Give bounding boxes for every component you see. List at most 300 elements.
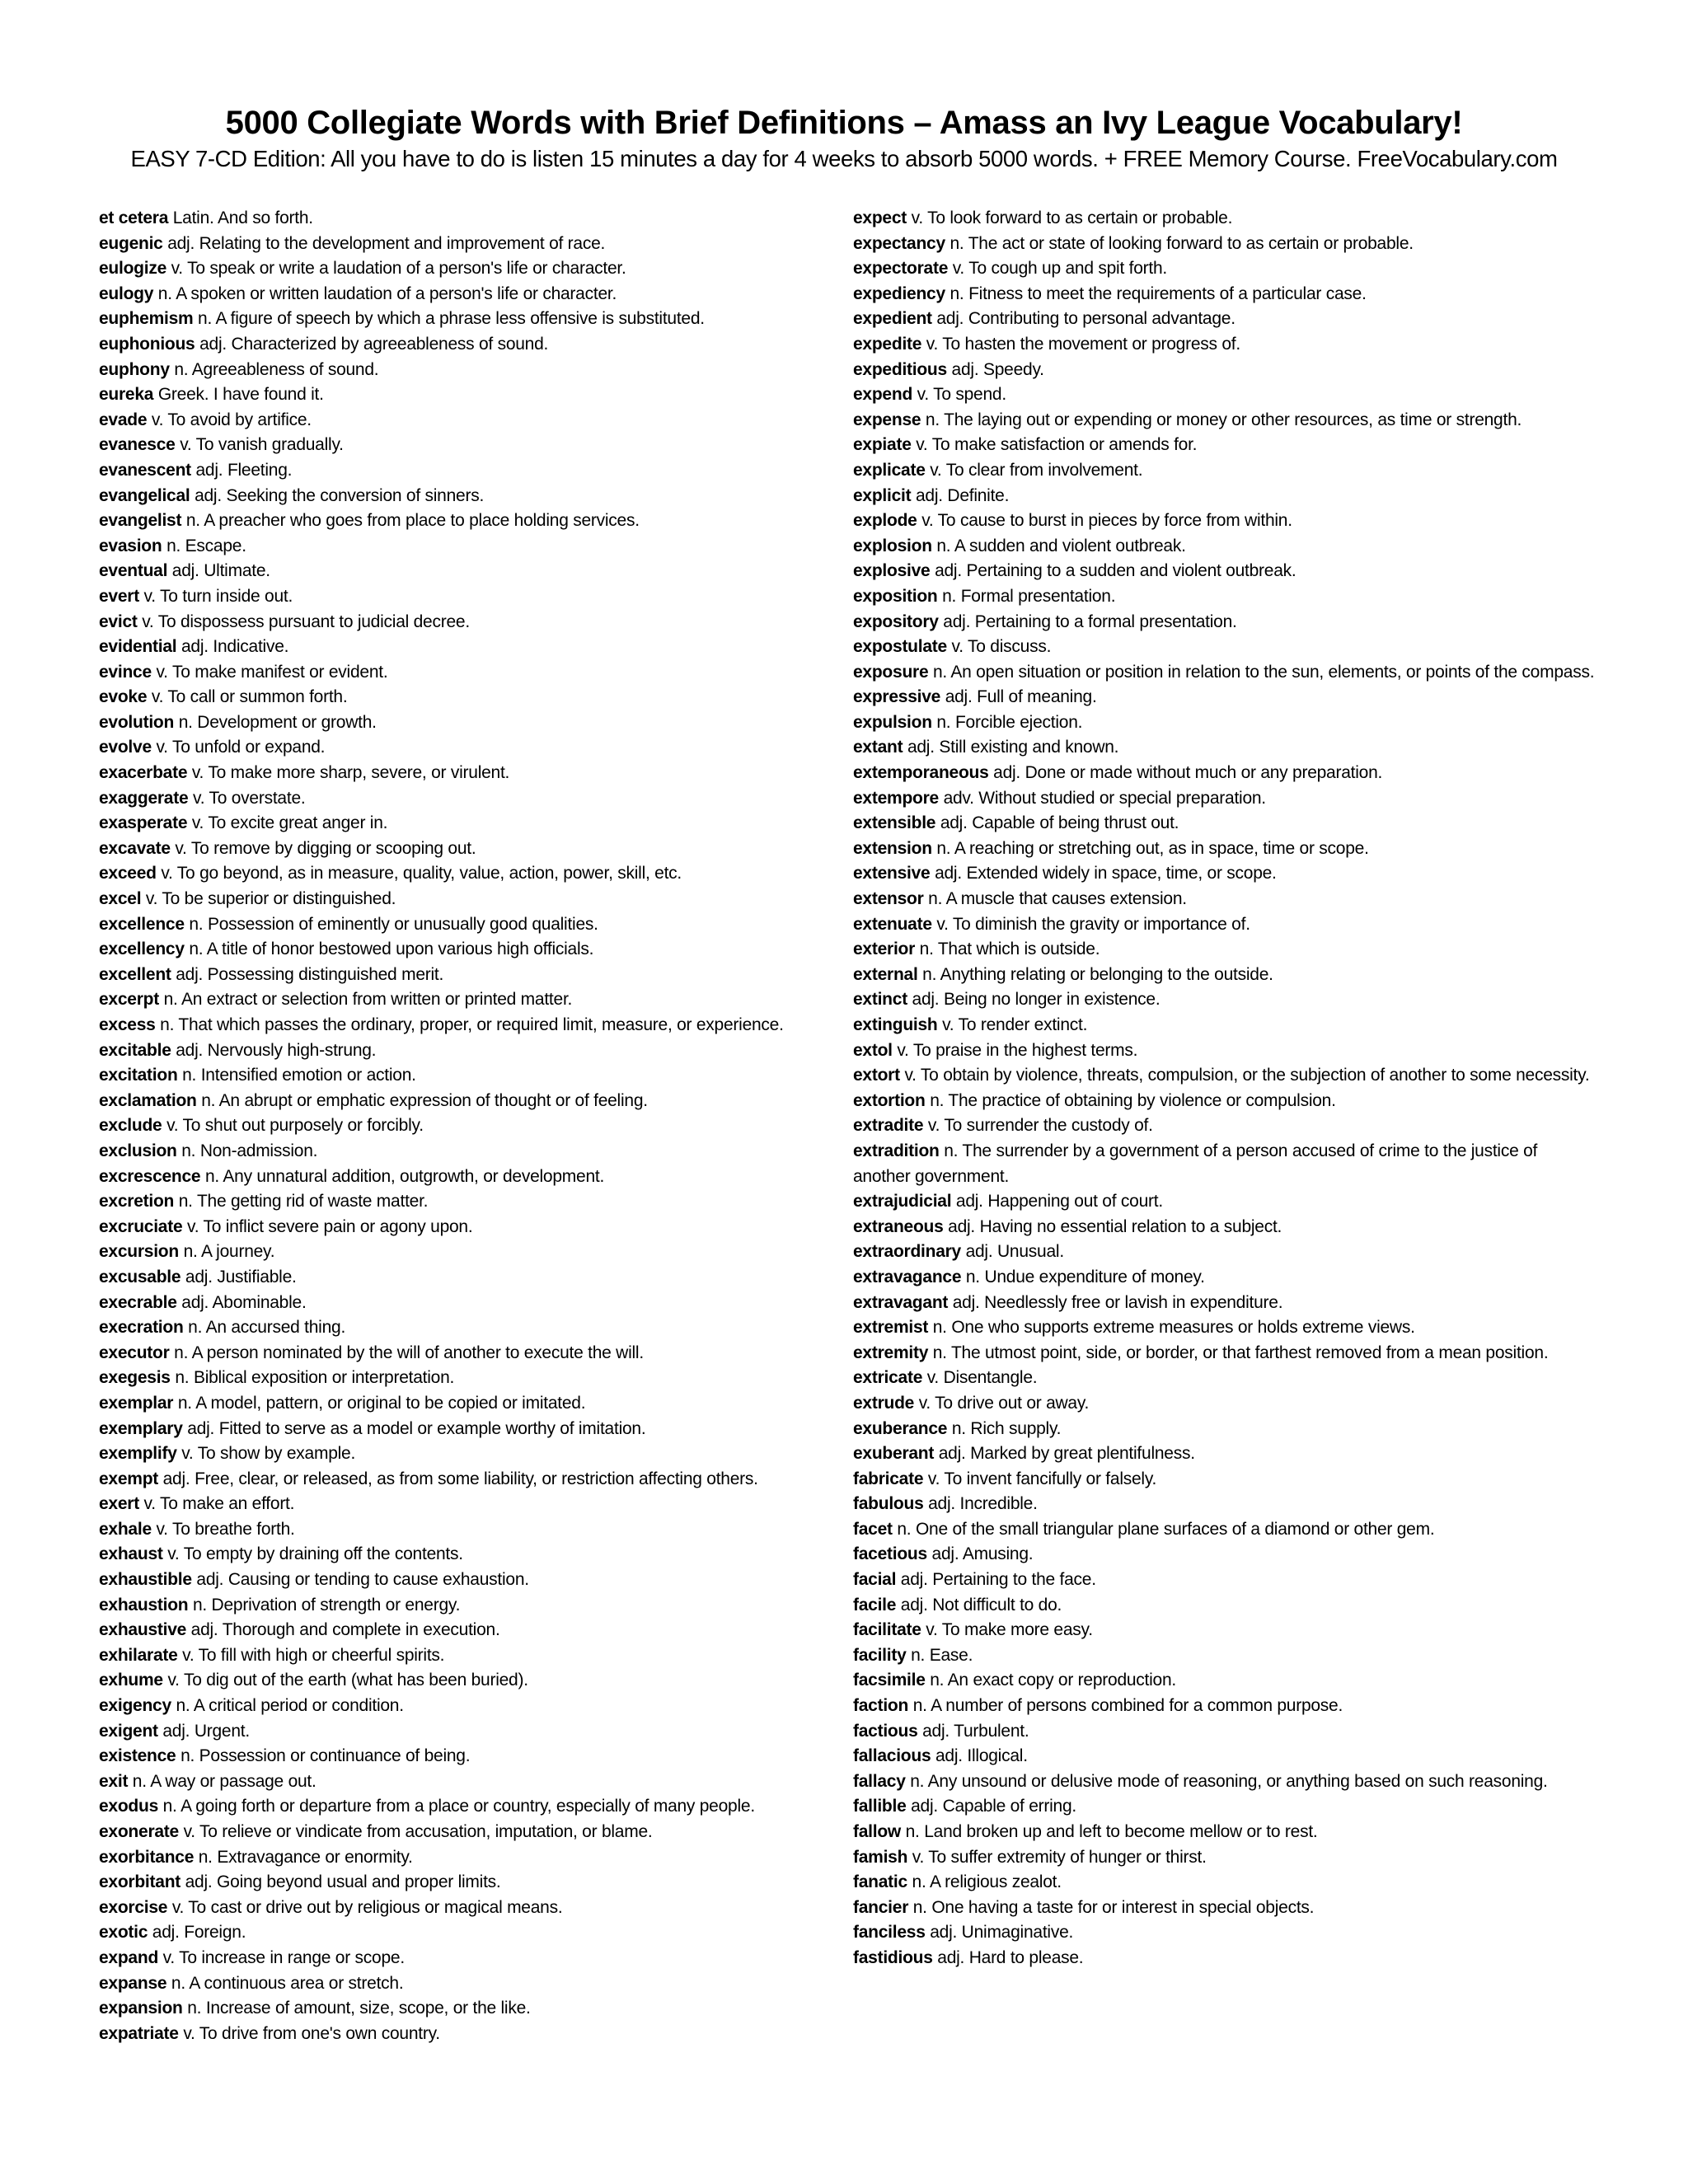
dictionary-entry bbox=[99, 1593, 857, 1619]
dictionary-entry bbox=[99, 1946, 857, 1971]
dictionary-entry bbox=[99, 1291, 857, 1316]
entry-term: exempt bbox=[99, 1469, 159, 1488]
entry-term: facility bbox=[853, 1645, 907, 1665]
entry-term: fallible bbox=[853, 1797, 907, 1816]
dictionary-entry bbox=[853, 1391, 1599, 1417]
entry-definition: n. Biblical exposition or interpretation. bbox=[175, 1368, 455, 1388]
entry-definition: v. To excite great anger in. bbox=[191, 813, 388, 833]
dictionary-entry bbox=[99, 1794, 857, 1820]
entry-definition: v. To make more sharp, severe, or virulent. bbox=[191, 763, 510, 783]
entry-definition: adj. Unimaginative. bbox=[930, 1923, 1074, 1943]
entry-definition: v. To make an effort. bbox=[143, 1494, 295, 1514]
entry-term: facile bbox=[853, 1595, 897, 1615]
entry-term: exotic bbox=[99, 1923, 148, 1943]
entry-definition: n. The act or state of looking forward to as certain or probable. bbox=[950, 233, 1414, 253]
entry-term: exit bbox=[99, 1771, 129, 1791]
entry-term: et cetera bbox=[99, 209, 169, 227]
entry-definition: adj. Foreign. bbox=[152, 1923, 246, 1943]
dictionary-entry bbox=[853, 987, 1599, 1013]
entry-definition: n. An abrupt or emphatic expression of thought or of feeling. bbox=[201, 1090, 648, 1110]
entry-term: excess bbox=[99, 1015, 156, 1034]
entry-term: explosive bbox=[853, 561, 931, 581]
entry-definition: n. Intensified emotion or action. bbox=[182, 1066, 416, 1085]
dictionary-entry bbox=[853, 811, 1599, 837]
entry-definition: adj. Done or made without much or any preparation. bbox=[993, 763, 1383, 783]
entry-term: extensive bbox=[853, 864, 931, 883]
entry-term: evoke bbox=[99, 687, 148, 707]
entry-definition: n. Fitness to meet the requirements of a particular case. bbox=[950, 284, 1367, 303]
entry-term: eugenic bbox=[99, 233, 163, 253]
entry-term: exhaustible bbox=[99, 1570, 192, 1590]
entry-definition: adj. Full of meaning. bbox=[945, 687, 1097, 707]
entry-definition: n. Extravagance or enormity. bbox=[198, 1847, 413, 1867]
entry-definition: n. A religious zealot. bbox=[912, 1872, 1062, 1892]
entry-definition: v. To make manifest or evident. bbox=[156, 662, 388, 682]
dictionary-entry bbox=[99, 1165, 857, 1190]
entry-term: expand bbox=[99, 1947, 159, 1967]
entry-term: expend bbox=[853, 385, 913, 405]
entry-term: exert bbox=[99, 1494, 139, 1514]
entry-definition: v. To turn inside out. bbox=[143, 586, 293, 606]
entry-definition: v. To cough up and spit forth. bbox=[952, 259, 1167, 279]
entry-definition: adj. Thorough and complete in execution. bbox=[190, 1620, 500, 1640]
dictionary-entry bbox=[99, 1568, 857, 1593]
entry-definition: n. An accursed thing. bbox=[188, 1318, 346, 1338]
entry-term: eureka bbox=[99, 385, 154, 405]
entry-definition: n. One who supports extreme measures or holds extreme views. bbox=[932, 1318, 1415, 1338]
entry-definition: n. A sudden and violent outbreak. bbox=[936, 536, 1186, 555]
dictionary-entry bbox=[99, 1315, 857, 1341]
entry-term: execrable bbox=[99, 1292, 177, 1312]
dictionary-entry bbox=[99, 408, 857, 434]
dictionary-entry bbox=[99, 1845, 857, 1871]
entry-definition: adj. Pertaining to the face. bbox=[900, 1570, 1096, 1590]
entry-definition: v. To discuss. bbox=[951, 637, 1052, 657]
entry-term: expeditious bbox=[853, 359, 947, 379]
entry-term: extant bbox=[853, 738, 903, 757]
entry-term: factious bbox=[853, 1721, 918, 1741]
dictionary-entry bbox=[99, 1618, 857, 1643]
entry-term: exaggerate bbox=[99, 788, 189, 808]
dictionary-entry bbox=[853, 1694, 1599, 1719]
entry-term: exemplary bbox=[99, 1418, 183, 1438]
dictionary-entry bbox=[99, 1719, 857, 1745]
entry-definition: n. A model, pattern, or original to be copied or imitated. bbox=[177, 1393, 586, 1413]
dictionary-entry bbox=[99, 206, 857, 232]
entry-term: exclude bbox=[99, 1116, 162, 1136]
dictionary-entry bbox=[99, 1013, 857, 1038]
entry-term: extremist bbox=[853, 1318, 929, 1338]
page-title: 5000 Collegiate Words with Brief Definitions – Amass an Ivy League Vocabulary! bbox=[225, 105, 1463, 141]
entry-term: extension bbox=[853, 838, 932, 858]
dictionary-entry bbox=[853, 332, 1599, 358]
entry-definition: adj. Urgent. bbox=[162, 1721, 250, 1741]
entry-definition: v. To relieve or vindicate from accusation, imputation, or blame. bbox=[183, 1822, 653, 1841]
dictionary-entry bbox=[853, 1215, 1599, 1240]
dictionary-entry bbox=[99, 1441, 857, 1467]
entry-definition: adj. Pertaining to a formal presentation. bbox=[943, 612, 1237, 631]
entry-term: fanatic bbox=[853, 1872, 907, 1892]
entry-term: exhale bbox=[99, 1519, 152, 1539]
entry-term: expatriate bbox=[99, 2023, 179, 2043]
entry-definition: adv. Without studied or special preparation. bbox=[943, 788, 1266, 808]
entry-term: eulogize bbox=[99, 259, 167, 279]
dictionary-entry bbox=[99, 1744, 857, 1769]
entry-definition: n. An exact copy or reproduction. bbox=[930, 1671, 1176, 1690]
entry-term: evasion bbox=[99, 536, 162, 555]
entry-term: evince bbox=[99, 662, 152, 682]
dictionary-entry bbox=[99, 811, 857, 837]
dictionary-entry bbox=[99, 610, 857, 635]
dictionary-entry bbox=[853, 1366, 1599, 1391]
entry-term: fanciless bbox=[853, 1923, 926, 1943]
entry-term: excursion bbox=[99, 1242, 179, 1262]
dictionary-entry bbox=[99, 861, 857, 887]
dictionary-entry bbox=[99, 1492, 857, 1517]
entry-definition: n. Possession of eminently or unusually good qualities. bbox=[189, 914, 598, 934]
entry-definition: n. Land broken up and left to become mellow or to rest. bbox=[905, 1822, 1318, 1841]
entry-term: fallacious bbox=[853, 1746, 931, 1766]
entry-definition: v. To diminish the gravity or importance of. bbox=[936, 914, 1250, 934]
entry-term: explicit bbox=[853, 485, 912, 505]
entry-term: excellence bbox=[99, 914, 185, 934]
entry-definition: Latin. And so forth. bbox=[172, 209, 313, 227]
dictionary-entry bbox=[853, 786, 1599, 812]
entry-definition: n. A spoken or written laudation of a person's life or character. bbox=[157, 284, 617, 303]
entry-definition: Greek. I have found it. bbox=[157, 385, 324, 405]
dictionary-entry bbox=[99, 1038, 857, 1064]
entry-term: euphonious bbox=[99, 334, 195, 354]
entry-term: exacerbate bbox=[99, 763, 188, 783]
dictionary-entry bbox=[853, 1794, 1599, 1820]
entry-definition: adj. Marked by great plentifulness. bbox=[938, 1444, 1195, 1464]
entry-definition: n. That which passes the ordinary, proper, or required limit, measure, or experience. bbox=[160, 1015, 784, 1034]
entry-definition: adj. Relating to the development and improvement of race. bbox=[167, 233, 606, 253]
entry-term: existence bbox=[99, 1746, 176, 1766]
entry-definition: v. To make satisfaction or amends for. bbox=[916, 435, 1198, 455]
entry-definition: n. A journey. bbox=[183, 1242, 275, 1262]
dictionary-entry bbox=[99, 1341, 857, 1366]
entry-term: extraordinary bbox=[853, 1242, 961, 1262]
dictionary-entry bbox=[99, 1820, 857, 1845]
entry-definition: n. Undue expenditure of money. bbox=[965, 1267, 1205, 1286]
dictionary-entry bbox=[99, 1215, 857, 1240]
entry-term: exemplify bbox=[99, 1444, 177, 1464]
entry-term: executor bbox=[99, 1343, 170, 1362]
entry-definition: n. A title of honor bestowed upon various high officials. bbox=[189, 940, 594, 959]
entry-term: exhaustive bbox=[99, 1620, 187, 1640]
entry-term: evolution bbox=[99, 712, 175, 732]
dictionary-entry bbox=[853, 1542, 1599, 1568]
entry-definition: adj. Characterized by agreeableness of sound. bbox=[199, 334, 549, 354]
entry-definition: n. Rich supply. bbox=[951, 1418, 1062, 1438]
entry-term: exhaustion bbox=[99, 1595, 189, 1615]
entry-definition: v. To breathe forth. bbox=[156, 1519, 295, 1539]
entry-term: facilitate bbox=[853, 1620, 921, 1640]
entry-definition: v. To speak or write a laudation of a person's life or character. bbox=[171, 259, 626, 279]
dictionary-entry bbox=[853, 685, 1599, 710]
dictionary-entry bbox=[99, 1240, 857, 1265]
dictionary-entry bbox=[853, 1744, 1599, 1769]
entry-definition: v. To hasten the movement or progress of. bbox=[926, 334, 1240, 354]
entry-definition: n. A preacher who goes from place to place holding services. bbox=[185, 511, 640, 531]
dictionary-entry bbox=[99, 584, 857, 610]
entry-term: excavate bbox=[99, 838, 171, 858]
entry-term: excerpt bbox=[99, 990, 159, 1010]
dictionary-entry bbox=[853, 761, 1599, 786]
dictionary-entry bbox=[853, 1517, 1599, 1543]
entry-definition: n. The getting rid of waste matter. bbox=[178, 1192, 429, 1212]
entry-definition: v. To show by example. bbox=[181, 1444, 356, 1464]
dictionary-entry bbox=[853, 1139, 1599, 1189]
entry-definition: n. A continuous area or stretch. bbox=[171, 1973, 404, 1993]
entry-term: expostulate bbox=[853, 637, 947, 657]
entry-definition: n. Increase of amount, size, scope, or the like. bbox=[187, 1999, 531, 2018]
entry-definition: adj. Possessing distinguished merit. bbox=[176, 964, 444, 984]
entry-term: extraneous bbox=[853, 1216, 944, 1236]
dictionary-entry bbox=[853, 1618, 1599, 1643]
dictionary-entry bbox=[853, 484, 1599, 509]
entry-definition: adj. Capable of erring. bbox=[911, 1797, 1077, 1816]
entry-definition: adj. Hard to please. bbox=[937, 1947, 1084, 1967]
dictionary-entry bbox=[99, 2022, 857, 2047]
entry-term: evade bbox=[99, 410, 148, 429]
dictionary-entry bbox=[99, 232, 857, 257]
entry-definition: n. One having a taste for or interest in special objects. bbox=[912, 1897, 1315, 1917]
entry-definition: n. Agreeableness of sound. bbox=[174, 359, 379, 379]
entry-definition: v. To dig out of the earth (what has been buried). bbox=[167, 1671, 528, 1690]
entry-term: expanse bbox=[99, 1973, 167, 1993]
dictionary-entry bbox=[853, 1341, 1599, 1366]
entry-definition: v. To shut out purposely or forcibly. bbox=[166, 1116, 424, 1136]
entry-term: extempore bbox=[853, 788, 939, 808]
entry-term: evanescent bbox=[99, 460, 191, 480]
entry-term: extensor bbox=[853, 889, 924, 909]
entry-term: eulogy bbox=[99, 284, 154, 303]
entry-term: evidential bbox=[99, 637, 177, 657]
entry-term: expiate bbox=[853, 435, 912, 455]
entry-term: extradite bbox=[853, 1116, 924, 1136]
dictionary-entry bbox=[99, 1417, 857, 1442]
dictionary-entry bbox=[99, 1694, 857, 1719]
dictionary-entry bbox=[99, 307, 857, 332]
entry-term: extemporaneous bbox=[853, 763, 989, 783]
entry-definition: n. A person nominated by the will of another to execute the will. bbox=[174, 1343, 644, 1362]
dictionary-entry bbox=[853, 1769, 1599, 1795]
entry-definition: v. To remove by digging or scooping out. bbox=[175, 838, 476, 858]
entry-definition: adj. Illogical. bbox=[935, 1746, 1028, 1766]
entry-definition: adj. Amusing. bbox=[931, 1544, 1034, 1564]
page-subtitle: EASY 7-CD Edition: All you have to do is listen 15 minutes a day for 4 weeks to absorb 5000 words. + FREE Memory Course. FreeVocabulary.com bbox=[130, 146, 1558, 171]
entry-term: fallow bbox=[853, 1822, 902, 1841]
dictionary-entry bbox=[853, 735, 1599, 761]
entry-definition: adj. Contributing to personal advantage. bbox=[936, 309, 1236, 329]
entry-definition: v. To suffer extremity of hunger or thirst. bbox=[912, 1847, 1207, 1867]
entry-term: exuberance bbox=[853, 1418, 948, 1438]
entry-definition: v. To fill with high or cheerful spirits. bbox=[182, 1645, 445, 1665]
dictionary-entry bbox=[99, 1189, 857, 1215]
dictionary-entry bbox=[853, 1920, 1599, 1946]
entry-definition: adj. Fleeting. bbox=[195, 460, 293, 480]
entry-term: exhume bbox=[99, 1671, 163, 1690]
dictionary-entry bbox=[853, 1896, 1599, 1921]
entry-definition: v. To cause to burst in pieces by force from within. bbox=[921, 511, 1292, 531]
entry-definition: adj. Turbulent. bbox=[922, 1721, 1029, 1741]
entry-definition: v. To inflict severe pain or agony upon. bbox=[187, 1216, 473, 1236]
entry-definition: n. A number of persons combined for a common purpose. bbox=[912, 1696, 1343, 1716]
dictionary-entry bbox=[853, 1038, 1599, 1064]
entry-term: expansion bbox=[99, 1999, 183, 2018]
dictionary-entry bbox=[853, 358, 1599, 383]
dictionary-entry bbox=[853, 1668, 1599, 1694]
entry-term: explicate bbox=[853, 460, 926, 480]
dictionary-entry bbox=[99, 1113, 857, 1139]
dictionary-entry bbox=[99, 282, 857, 307]
dictionary-entry bbox=[853, 232, 1599, 257]
entry-term: evangelical bbox=[99, 485, 190, 505]
dictionary-entry bbox=[99, 710, 857, 736]
entry-definition: v. Disentangle. bbox=[926, 1368, 1038, 1388]
dictionary-entry bbox=[99, 963, 857, 988]
dictionary-entry bbox=[853, 1240, 1599, 1265]
entry-definition: v. To call or summon forth. bbox=[151, 687, 348, 707]
entry-term: expedite bbox=[853, 334, 922, 354]
dictionary-entry bbox=[853, 710, 1599, 736]
entry-definition: adj. Abominable. bbox=[181, 1292, 307, 1312]
entry-term: exemplar bbox=[99, 1393, 174, 1413]
entry-term: extinct bbox=[853, 990, 907, 1010]
dictionary-entry bbox=[853, 534, 1599, 560]
entry-term: euphony bbox=[99, 359, 170, 379]
entry-definition: n. Any unsound or delusive mode of reasoning, or anything based on such reasoning. bbox=[910, 1771, 1548, 1791]
entry-term: extensible bbox=[853, 813, 936, 833]
entry-term: extrude bbox=[853, 1393, 915, 1413]
entry-term: exorcise bbox=[99, 1897, 168, 1917]
dictionary-entry bbox=[853, 1441, 1599, 1467]
entry-term: extortion bbox=[853, 1090, 926, 1110]
dictionary-entry bbox=[853, 1568, 1599, 1593]
dictionary-entry bbox=[853, 408, 1599, 434]
entry-definition: v. To avoid by artifice. bbox=[151, 410, 312, 429]
entry-term: evanesce bbox=[99, 435, 176, 455]
dictionary-entry bbox=[99, 837, 857, 862]
entry-term: exuberant bbox=[853, 1444, 935, 1464]
entry-definition: v. To overstate. bbox=[193, 788, 306, 808]
left-column bbox=[99, 206, 857, 2046]
entry-definition: v. To invent fancifully or falsely. bbox=[927, 1469, 1157, 1488]
entry-definition: n. Deprivation of strength or energy. bbox=[192, 1595, 461, 1615]
entry-term: extradition bbox=[853, 1141, 940, 1160]
entry-definition: n. One of the small triangular plane surfaces of a diamond or other gem. bbox=[897, 1519, 1435, 1539]
entry-term: exclamation bbox=[99, 1090, 197, 1110]
entry-definition: v. To surrender the custody of. bbox=[927, 1116, 1153, 1136]
entry-term: explode bbox=[853, 511, 917, 531]
dictionary-entry bbox=[853, 861, 1599, 887]
entry-definition: v. To cast or drive out by religious or magical means. bbox=[171, 1897, 563, 1917]
entry-term: faction bbox=[853, 1696, 909, 1716]
dictionary-entry bbox=[99, 1769, 857, 1795]
dictionary-entry bbox=[853, 660, 1599, 686]
dictionary-entry bbox=[99, 559, 857, 584]
entry-definition: adj. Free, clear, or released, as from some liability, or restriction affecting others. bbox=[162, 1469, 758, 1488]
entry-term: exceed bbox=[99, 864, 157, 883]
entry-term: excellency bbox=[99, 940, 185, 959]
dictionary-entry bbox=[99, 761, 857, 786]
entry-term: expulsion bbox=[853, 712, 932, 732]
entry-term: exigency bbox=[99, 1696, 171, 1716]
entry-term: fabricate bbox=[853, 1469, 924, 1488]
entry-definition: n. An extract or selection from written or printed matter. bbox=[163, 990, 573, 1010]
dictionary-entry bbox=[99, 1971, 857, 1997]
dictionary-entry bbox=[853, 307, 1599, 332]
entry-definition: adj. Capable of being thrust out. bbox=[940, 813, 1179, 833]
dictionary-entry bbox=[853, 1417, 1599, 1442]
entry-definition: adj. Happening out of court. bbox=[955, 1192, 1163, 1212]
entry-definition: n. A reaching or stretching out, as in space, time or scope. bbox=[936, 838, 1369, 858]
dictionary-entry bbox=[99, 1896, 857, 1921]
entry-definition: adj. Not difficult to do. bbox=[900, 1595, 1062, 1615]
dictionary-entry bbox=[853, 610, 1599, 635]
dictionary-entry bbox=[99, 1063, 857, 1089]
dictionary-entry bbox=[99, 484, 857, 509]
entry-definition: adj. Unusual. bbox=[965, 1242, 1064, 1262]
entry-term: expense bbox=[853, 410, 921, 429]
entry-term: excellent bbox=[99, 964, 171, 984]
dictionary-entry bbox=[853, 1946, 1599, 1971]
entry-term: expediency bbox=[853, 284, 945, 303]
dictionary-entry bbox=[853, 912, 1599, 938]
dictionary-entry bbox=[853, 1719, 1599, 1745]
dictionary-entry bbox=[99, 635, 857, 660]
entry-definition: adj. Needlessly free or lavish in expenditure. bbox=[952, 1292, 1283, 1312]
entry-term: external bbox=[853, 964, 918, 984]
entry-term: excitable bbox=[99, 1040, 171, 1060]
entry-term: extremity bbox=[853, 1343, 929, 1362]
entry-definition: adj. Still existing and known. bbox=[907, 738, 1119, 757]
entry-definition: adj. Seeking the conversion of sinners. bbox=[195, 485, 485, 505]
dictionary-entry bbox=[99, 1542, 857, 1568]
dictionary-entry bbox=[853, 1820, 1599, 1845]
entry-definition: n. Development or growth. bbox=[178, 712, 377, 732]
entry-term: facetious bbox=[853, 1544, 927, 1564]
entry-term: exclusion bbox=[99, 1141, 177, 1160]
entry-definition: n. Possession or continuance of being. bbox=[181, 1746, 471, 1766]
dictionary-entry bbox=[99, 382, 857, 408]
entry-definition: adj. Having no essential relation to a subject. bbox=[948, 1216, 1282, 1236]
entry-term: extricate bbox=[853, 1368, 923, 1388]
entry-definition: n. Anything relating or belonging to the outside. bbox=[922, 964, 1273, 984]
entry-definition: n. Ease. bbox=[911, 1645, 973, 1665]
entry-term: excruciate bbox=[99, 1216, 183, 1236]
entry-term: fallacy bbox=[853, 1771, 906, 1791]
entry-term: expect bbox=[853, 209, 907, 227]
entry-term: fabulous bbox=[853, 1494, 924, 1514]
dictionary-entry bbox=[99, 458, 857, 484]
dictionary-entry bbox=[99, 887, 857, 912]
dictionary-entry bbox=[853, 509, 1599, 534]
entry-term: extravagance bbox=[853, 1267, 962, 1286]
entry-term: exterior bbox=[853, 940, 916, 959]
entry-term: exposure bbox=[853, 662, 929, 682]
dictionary-entry bbox=[99, 358, 857, 383]
entry-definition: v. To look forward to as certain or probable. bbox=[911, 209, 1233, 227]
dictionary-entry bbox=[853, 887, 1599, 912]
dictionary-entry bbox=[99, 332, 857, 358]
entry-definition: v. To obtain by violence, threats, compulsion, or the subjection of another to some necessity. bbox=[904, 1066, 1590, 1085]
entry-definition: v. To drive from one's own country. bbox=[183, 2023, 440, 2043]
dictionary-entry bbox=[99, 912, 857, 938]
entry-definition: n. Escape. bbox=[166, 536, 246, 555]
